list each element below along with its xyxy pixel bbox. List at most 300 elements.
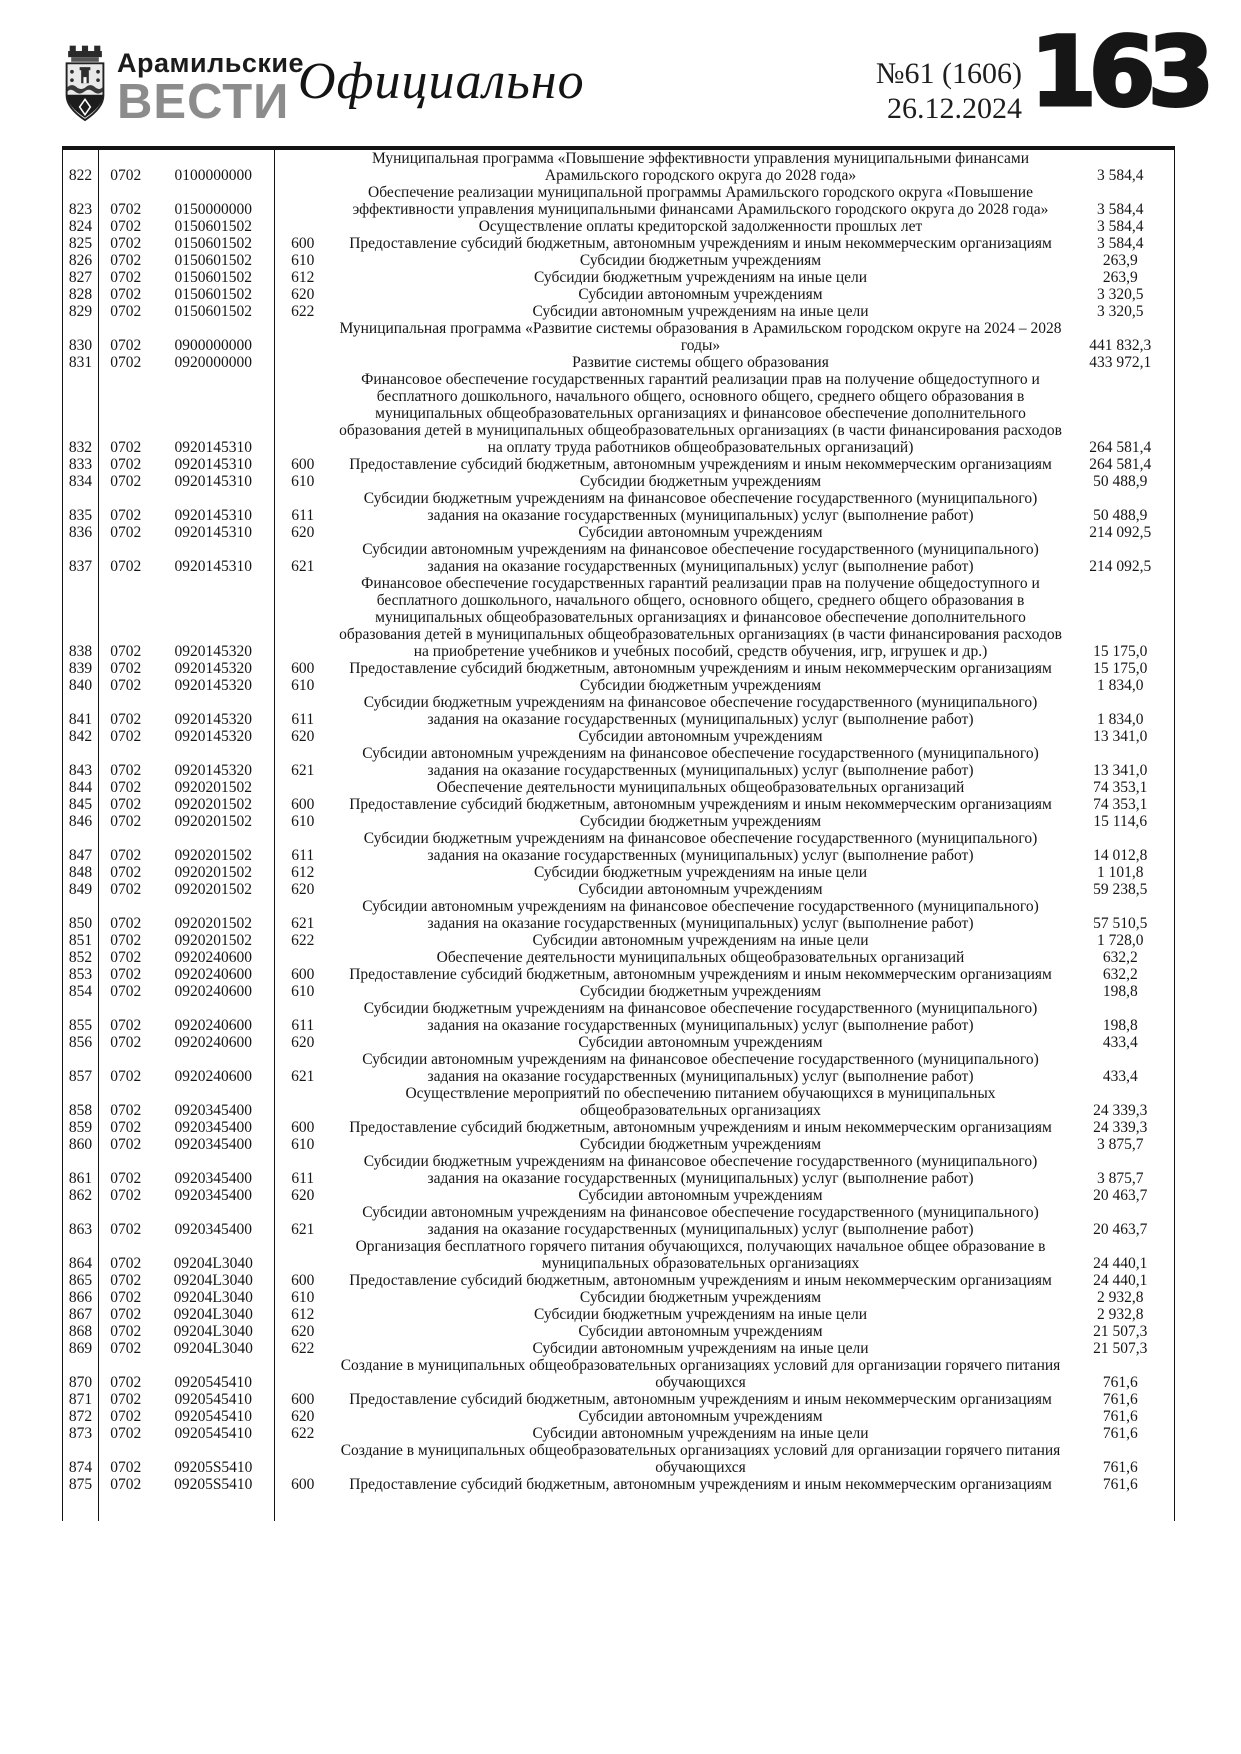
table-row — [63, 1357, 1175, 1391]
description-cell: Субсидии автономным учреждениям на иные цели — [532, 1340, 869, 1357]
target-article-cell: 0920345400 — [174, 1187, 252, 1204]
section-code-cell: 0702 — [110, 1340, 142, 1357]
section-code-cell: 0702 — [110, 762, 142, 779]
row-number-cell: 836 — [63, 524, 99, 541]
target-article-cell: 0920345400 — [174, 1119, 252, 1136]
description-cell: Субсидии бюджетным учреждениям — [579, 473, 822, 490]
description-cell: Субсидии бюджетным учреждениям — [579, 252, 822, 269]
target-article-cell: 0920145310 — [174, 456, 252, 473]
description-cell: Финансовое обеспечение государственных гарантий реализации прав на получение общедоступного и бесплатного дошкольного, начального общего, основного общего, среднего общего образования в муниципальных общеобразовательных организациях и финансовое обеспечение дополнительного образования детей в муниципальных общеобразовательных организациях (в части финансирования расходов на оплату труда работников общеобразовательных организаций) — [339, 371, 1062, 456]
target-article-cell: 0150601502 — [174, 252, 252, 269]
target-article-cell: 0150601502 — [174, 269, 252, 286]
table-filler-row — [63, 1493, 1175, 1521]
section-code-cell: 0702 — [110, 813, 142, 830]
table-row — [63, 1000, 1175, 1034]
target-article-cell: 0920201502 — [174, 932, 252, 949]
table-row — [63, 371, 1175, 456]
target-article-cell: 0920201502 — [174, 915, 252, 932]
amount-cell: 21 507,3 — [1071, 1323, 1175, 1340]
description-cell: Субсидии автономным учреждениям — [578, 286, 823, 303]
table-row — [63, 1187, 1175, 1204]
amount-cell: 433 972,1 — [1071, 354, 1175, 371]
table-row — [63, 1408, 1175, 1425]
description-cell: Создание в муниципальных общеобразовательных организациях условий для организации горячего питания обучающихся — [340, 1442, 1061, 1476]
description-cell: Субсидии бюджетным учреждениям — [579, 983, 822, 1000]
row-number-cell: 825 — [63, 235, 99, 252]
expense-type-cell: 621 — [275, 898, 331, 932]
amount-cell: 3 875,7 — [1071, 1136, 1175, 1153]
description-cell: Субсидии автономным учреждениям на иные цели — [532, 932, 869, 949]
amount-cell: 264 581,4 — [1071, 456, 1175, 473]
amount-cell: 50 488,9 — [1071, 490, 1175, 524]
expense-type-cell: 620 — [275, 1323, 331, 1340]
section-code-cell: 0702 — [110, 473, 142, 490]
row-number-cell: 846 — [63, 813, 99, 830]
row-number-cell: 859 — [63, 1119, 99, 1136]
amount-cell: 761,6 — [1071, 1442, 1175, 1476]
target-article-cell: 09204L3040 — [173, 1323, 253, 1340]
target-article-cell: 0920240600 — [174, 1068, 252, 1085]
table-row — [63, 932, 1175, 949]
target-article-cell: 0920240600 — [174, 949, 252, 966]
description-cell: Организация бесплатного горячего питания обучающихся, получающих начальное общее образование в муниципальных образовательных организациях — [355, 1238, 1046, 1272]
section-code-cell: 0702 — [110, 1221, 142, 1238]
row-number-cell: 870 — [63, 1357, 99, 1391]
table-row — [63, 864, 1175, 881]
section-code-cell: 0702 — [110, 779, 142, 796]
expense-type-cell — [275, 1238, 331, 1272]
amount-cell: 13 341,0 — [1071, 728, 1175, 745]
section-code-cell: 0702 — [110, 966, 142, 983]
amount-cell: 24 339,3 — [1071, 1085, 1175, 1119]
row-number-cell: 872 — [63, 1408, 99, 1425]
target-article-cell: 0150601502 — [174, 303, 252, 320]
amount-cell: 15 175,0 — [1071, 660, 1175, 677]
target-article-cell: 0100000000 — [174, 167, 252, 184]
expense-type-cell: 611 — [275, 1153, 331, 1187]
section-code-cell: 0702 — [110, 507, 142, 524]
amount-cell: 24 440,1 — [1071, 1238, 1175, 1272]
expense-type-cell: 620 — [275, 728, 331, 745]
expense-type-cell: 620 — [275, 524, 331, 541]
row-number-cell: 860 — [63, 1136, 99, 1153]
issue-date: 26.12.2024 — [887, 92, 1022, 125]
amount-cell: 1 834,0 — [1071, 694, 1175, 728]
section-code-cell: 0702 — [110, 218, 142, 235]
row-number-cell: 824 — [63, 218, 99, 235]
expense-type-cell: 611 — [275, 830, 331, 864]
row-number-cell: 827 — [63, 269, 99, 286]
section-code-cell: 0702 — [110, 1323, 142, 1340]
amount-cell: 1 101,8 — [1071, 864, 1175, 881]
target-article-cell: 0920345400 — [174, 1170, 252, 1187]
table-row — [63, 796, 1175, 813]
row-number-cell: 830 — [63, 320, 99, 354]
description-cell: Субсидии бюджетным учреждениям на финансовое обеспечение государственного (муниципального) задания на оказание государственных (муниципальных) услуг (выполнение работ) — [363, 490, 1038, 524]
row-number-cell: 861 — [63, 1153, 99, 1187]
expense-type-cell: 620 — [275, 1408, 331, 1425]
row-number-cell: 842 — [63, 728, 99, 745]
table-row — [63, 1238, 1175, 1272]
target-article-cell: 0150601502 — [174, 235, 252, 252]
description-cell: Субсидии бюджетным учреждениям на финансовое обеспечение государственного (муниципального) задания на оказание государственных (муниципальных) услуг (выполнение работ) — [363, 1000, 1038, 1034]
amount-cell: 15 114,6 — [1071, 813, 1175, 830]
expense-type-cell: 600 — [275, 235, 331, 252]
target-article-cell: 0920201502 — [174, 864, 252, 881]
row-number-cell: 849 — [63, 881, 99, 898]
table-row — [63, 1289, 1175, 1306]
row-number-cell: 841 — [63, 694, 99, 728]
expense-type-cell: 610 — [275, 473, 331, 490]
table-row — [63, 1136, 1175, 1153]
table-row — [63, 830, 1175, 864]
description-cell: Обеспечение реализации муниципальной программы Арамильского городского округа «Повышение эффективности управления муниципальными финансами Арамильского городского округа до 2028 года» — [352, 184, 1049, 218]
amount-cell: 433,4 — [1071, 1034, 1175, 1051]
expense-type-cell: 620 — [275, 1187, 331, 1204]
masthead-text — [117, 44, 304, 127]
expense-type-cell: 622 — [275, 1340, 331, 1357]
row-number-cell: 833 — [63, 456, 99, 473]
expense-type-cell: 622 — [275, 1425, 331, 1442]
amount-cell: 1 834,0 — [1071, 677, 1175, 694]
section-code-cell — [99, 1493, 153, 1521]
target-article-cell: 0920145320 — [174, 677, 252, 694]
amount-cell: 2 932,8 — [1071, 1306, 1175, 1323]
amount-cell: 3 584,4 — [1071, 184, 1175, 218]
section-code-cell: 0702 — [110, 235, 142, 252]
section-code-cell: 0702 — [110, 932, 142, 949]
description-cell: Муниципальная программа «Повышение эффективности управления муниципальными финансами Арамильского городского округа до 2028 года» — [371, 150, 1030, 184]
table-row — [63, 1034, 1175, 1051]
table-row — [63, 354, 1175, 371]
row-number-cell: 855 — [63, 1000, 99, 1034]
amount-cell: 3 584,4 — [1071, 218, 1175, 235]
table-row — [63, 524, 1175, 541]
description-cell: Субсидии автономным учреждениям на финансовое обеспечение государственного (муниципального) задания на оказание государственных (муниципальных) услуг (выполнение работ) — [362, 541, 1039, 575]
amount-cell: 3 584,4 — [1071, 235, 1175, 252]
description-cell: Обеспечение деятельности муниципальных общеобразовательных организаций — [436, 949, 965, 966]
expense-type-cell: 612 — [275, 1306, 331, 1323]
target-article-cell: 0920000000 — [174, 354, 252, 371]
amount-cell: 441 832,3 — [1071, 320, 1175, 354]
expense-type-cell: 611 — [275, 694, 331, 728]
table-row — [63, 1051, 1175, 1085]
table-row — [63, 218, 1175, 235]
amount-cell: 50 488,9 — [1071, 473, 1175, 490]
description-cell: Субсидии автономным учреждениям на иные цели — [532, 1425, 869, 1442]
section-code-cell: 0702 — [110, 269, 142, 286]
amount-cell: 198,8 — [1071, 1000, 1175, 1034]
row-number-cell: 835 — [63, 490, 99, 524]
amount-cell: 1 728,0 — [1071, 932, 1175, 949]
target-article-cell: 0920240600 — [174, 1017, 252, 1034]
amount-cell: 198,8 — [1071, 983, 1175, 1000]
expense-type-cell: 600 — [275, 966, 331, 983]
section-code-cell: 0702 — [110, 558, 142, 575]
table-row — [63, 1442, 1175, 1476]
row-number-cell: 866 — [63, 1289, 99, 1306]
target-article-cell: 0150601502 — [174, 218, 252, 235]
table-row — [63, 456, 1175, 473]
expense-type-cell: 622 — [275, 303, 331, 320]
table-row — [63, 728, 1175, 745]
section-code-cell: 0702 — [110, 1306, 142, 1323]
amount-cell: 632,2 — [1071, 966, 1175, 983]
description-cell: Субсидии автономным учреждениям — [578, 1034, 823, 1051]
table-row — [63, 541, 1175, 575]
amount-cell: 13 341,0 — [1071, 745, 1175, 779]
target-article-cell: 09204L3040 — [173, 1340, 253, 1357]
section-code-cell: 0702 — [110, 252, 142, 269]
expense-type-cell: 600 — [275, 1119, 331, 1136]
row-number-cell: 867 — [63, 1306, 99, 1323]
description-cell: Субсидии автономным учреждениям на финансовое обеспечение государственного (муниципального) задания на оказание государственных (муниципальных) услуг (выполнение работ) — [362, 745, 1039, 779]
section-code-cell: 0702 — [110, 643, 142, 660]
expense-type-cell — [275, 1493, 331, 1521]
section-code-cell: 0702 — [110, 1119, 142, 1136]
section-code-cell: 0702 — [110, 1068, 142, 1085]
expense-type-cell: 600 — [275, 660, 331, 677]
table-row — [63, 235, 1175, 252]
row-number-cell: 874 — [63, 1442, 99, 1476]
description-cell: Субсидии бюджетным учреждениям на финансовое обеспечение государственного (муниципального) задания на оказание государственных (муниципальных) услуг (выполнение работ) — [363, 694, 1038, 728]
row-number-cell: 831 — [63, 354, 99, 371]
section-code-cell: 0702 — [110, 201, 142, 218]
section-code-cell: 0702 — [110, 1034, 142, 1051]
target-article-cell: 09204L3040 — [173, 1272, 253, 1289]
amount-cell: 433,4 — [1071, 1051, 1175, 1085]
amount-cell: 761,6 — [1071, 1408, 1175, 1425]
description-cell: Субсидии бюджетным учреждениям на финансовое обеспечение государственного (муниципального) задания на оказание государственных (муниципальных) услуг (выполнение работ) — [363, 830, 1038, 864]
description-cell: Обеспечение деятельности муниципальных общеобразовательных организаций — [436, 779, 965, 796]
section-code-cell: 0702 — [110, 303, 142, 320]
expense-type-cell: 621 — [275, 1204, 331, 1238]
row-number-cell: 873 — [63, 1425, 99, 1442]
table-row — [63, 148, 1175, 184]
expense-type-cell: 600 — [275, 1272, 331, 1289]
amount-cell: 14 012,8 — [1071, 830, 1175, 864]
section-code-cell: 0702 — [110, 1102, 142, 1119]
row-number-cell: 840 — [63, 677, 99, 694]
issue-info — [740, 56, 1022, 126]
target-article-cell: 0920145320 — [174, 711, 252, 728]
expense-type-cell: 600 — [275, 456, 331, 473]
table-row — [63, 575, 1175, 660]
section-code-cell: 0702 — [110, 796, 142, 813]
row-number-cell: 863 — [63, 1204, 99, 1238]
table-row — [63, 1340, 1175, 1357]
section-code-cell: 0702 — [110, 847, 142, 864]
expense-type-cell — [275, 575, 331, 660]
table-row — [63, 252, 1175, 269]
target-article-cell: 0920201502 — [174, 881, 252, 898]
budget-table-footer — [63, 1493, 1175, 1521]
masthead-name-bottom: ВЕСТИ — [117, 75, 290, 129]
row-number-cell: 837 — [63, 541, 99, 575]
target-article-cell: 09204L3040 — [173, 1306, 253, 1323]
description-cell: Субсидии автономным учреждениям — [578, 1408, 823, 1425]
section-code-cell: 0702 — [110, 1170, 142, 1187]
description-cell: Осуществление оплаты кредиторской задолженности прошлых лет — [478, 218, 923, 235]
target-article-cell: 09204L3040 — [173, 1289, 253, 1306]
section-code-cell: 0702 — [110, 354, 142, 371]
amount-cell: 761,6 — [1071, 1425, 1175, 1442]
table-row — [63, 949, 1175, 966]
table-row — [63, 660, 1175, 677]
description-cell: Субсидии бюджетным учреждениям — [579, 813, 822, 830]
amount-cell: 263,9 — [1071, 252, 1175, 269]
table-row — [63, 745, 1175, 779]
target-article-cell: 0920545410 — [174, 1425, 252, 1442]
row-number-cell: 823 — [63, 184, 99, 218]
target-article-cell: 0920545410 — [174, 1374, 252, 1391]
target-article-cell: 0920145310 — [174, 473, 252, 490]
amount-cell: 3 875,7 — [1071, 1153, 1175, 1187]
target-article-cell: 0900000000 — [174, 337, 252, 354]
target-article-cell: 0920240600 — [174, 1034, 252, 1051]
row-number-cell: 862 — [63, 1187, 99, 1204]
table-row — [63, 677, 1175, 694]
row-number-cell: 868 — [63, 1323, 99, 1340]
expense-type-cell — [275, 371, 331, 456]
section-code-cell: 0702 — [110, 1187, 142, 1204]
target-article-cell: 0920545410 — [174, 1408, 252, 1425]
amount-cell: 57 510,5 — [1071, 898, 1175, 932]
section-code-cell: 0702 — [110, 167, 142, 184]
amount-cell: 20 463,7 — [1071, 1187, 1175, 1204]
target-article-cell: 0920201502 — [174, 779, 252, 796]
row-number-cell: 843 — [63, 745, 99, 779]
expense-type-cell: 621 — [275, 745, 331, 779]
row-number-cell: 834 — [63, 473, 99, 490]
page-header — [0, 0, 1241, 146]
amount-cell: 3 584,4 — [1071, 148, 1175, 184]
section-code-cell: 0702 — [110, 1459, 142, 1476]
section-code-cell: 0702 — [110, 524, 142, 541]
description-cell: Субсидии бюджетным учреждениям — [579, 1289, 822, 1306]
target-article-cell — [153, 1493, 275, 1521]
amount-cell: 74 353,1 — [1071, 779, 1175, 796]
description-cell: Предоставление субсидий бюджетным, автономным учреждениям и иным некоммерческим организациям — [349, 456, 1052, 473]
amount-cell: 263,9 — [1071, 269, 1175, 286]
amount-cell: 2 932,8 — [1071, 1289, 1175, 1306]
table-row — [63, 1085, 1175, 1119]
budget-table — [62, 146, 1175, 1521]
amount-cell: 24 440,1 — [1071, 1272, 1175, 1289]
amount-cell: 761,6 — [1071, 1391, 1175, 1408]
description-cell: Субсидии автономным учреждениям — [578, 524, 823, 541]
section-code-cell: 0702 — [110, 881, 142, 898]
amount-cell: 632,2 — [1071, 949, 1175, 966]
row-number-cell: 854 — [63, 983, 99, 1000]
description-cell: Предоставление субсидий бюджетным, автономным учреждениям и иным некоммерческим организациям — [349, 966, 1052, 983]
expense-type-cell — [275, 949, 331, 966]
amount-cell: 74 353,1 — [1071, 796, 1175, 813]
table-row — [63, 184, 1175, 218]
description-cell: Субсидии автономным учреждениям — [578, 1187, 823, 1204]
description-cell: Осуществление мероприятий по обеспечению питанием обучающихся в муниципальных общеобразовательных организациях — [405, 1085, 996, 1119]
newspaper-brand — [62, 44, 304, 127]
expense-type-cell: 612 — [275, 269, 331, 286]
table-row — [63, 1323, 1175, 1340]
expense-type-cell: 621 — [275, 1051, 331, 1085]
description-cell: Субсидии автономным учреждениям — [578, 728, 823, 745]
amount-cell: 761,6 — [1071, 1357, 1175, 1391]
table-row — [63, 813, 1175, 830]
section-code-cell: 0702 — [110, 983, 142, 1000]
expense-type-cell — [275, 320, 331, 354]
row-number-cell: 850 — [63, 898, 99, 932]
target-article-cell: 0920145310 — [174, 524, 252, 541]
description-cell: Субсидии бюджетным учреждениям — [579, 1136, 822, 1153]
amount-cell: 20 463,7 — [1071, 1204, 1175, 1238]
row-number-cell: 838 — [63, 575, 99, 660]
target-article-cell: 0920201502 — [174, 813, 252, 830]
target-article-cell: 0150601502 — [174, 286, 252, 303]
row-number-cell: 865 — [63, 1272, 99, 1289]
section-code-cell: 0702 — [110, 1289, 142, 1306]
target-article-cell: 0920201502 — [174, 847, 252, 864]
section-code-cell: 0702 — [110, 677, 142, 694]
table-row — [63, 1272, 1175, 1289]
description-cell: Предоставление субсидий бюджетным, автономным учреждениям и иным некоммерческим организациям — [349, 660, 1052, 677]
row-number-cell: 864 — [63, 1238, 99, 1272]
row-number-cell: 858 — [63, 1085, 99, 1119]
section-title: Официально — [298, 53, 585, 110]
expense-type-cell: 610 — [275, 983, 331, 1000]
table-row — [63, 1153, 1175, 1187]
expense-type-cell — [275, 218, 331, 235]
table-row — [63, 1476, 1175, 1493]
section-code-cell: 0702 — [110, 949, 142, 966]
expense-type-cell: 620 — [275, 881, 331, 898]
section-code-cell: 0702 — [110, 286, 142, 303]
description-cell — [331, 1493, 1071, 1521]
target-article-cell: 09205S5410 — [174, 1476, 253, 1493]
row-number-cell: 832 — [63, 371, 99, 456]
table-row — [63, 1425, 1175, 1442]
expense-type-cell: 600 — [275, 1391, 331, 1408]
target-article-cell: 0920145310 — [174, 507, 252, 524]
amount-cell — [1071, 1493, 1175, 1521]
row-number-cell: 822 — [63, 148, 99, 184]
target-article-cell: 0920145320 — [174, 660, 252, 677]
target-article-cell: 0920145320 — [174, 643, 252, 660]
table-row — [63, 1306, 1175, 1323]
expense-type-cell: 621 — [275, 541, 331, 575]
target-article-cell: 09204L3040 — [173, 1255, 253, 1272]
amount-cell: 3 320,5 — [1071, 303, 1175, 320]
row-number-cell: 853 — [63, 966, 99, 983]
target-article-cell: 0920201502 — [174, 796, 252, 813]
masthead-name-top: Арамильские — [117, 48, 304, 78]
description-cell: Субсидии автономным учреждениям на финансовое обеспечение государственного (муниципального) задания на оказание государственных (муниципальных) услуг (выполнение работ) — [362, 1051, 1039, 1085]
expense-type-cell: 611 — [275, 490, 331, 524]
expense-type-cell — [275, 354, 331, 371]
amount-cell: 21 507,3 — [1071, 1340, 1175, 1357]
description-cell: Субсидии бюджетным учреждениям на иные цели — [533, 864, 868, 881]
table-row — [63, 779, 1175, 796]
row-number-cell: 857 — [63, 1051, 99, 1085]
table-row — [63, 303, 1175, 320]
row-number-cell: 848 — [63, 864, 99, 881]
row-number-cell: 829 — [63, 303, 99, 320]
row-number-cell: 828 — [63, 286, 99, 303]
section-code-cell: 0702 — [110, 1408, 142, 1425]
expense-type-cell: 612 — [275, 864, 331, 881]
issue-number: №61 (1606) — [875, 57, 1022, 90]
expense-type-cell — [275, 1357, 331, 1391]
